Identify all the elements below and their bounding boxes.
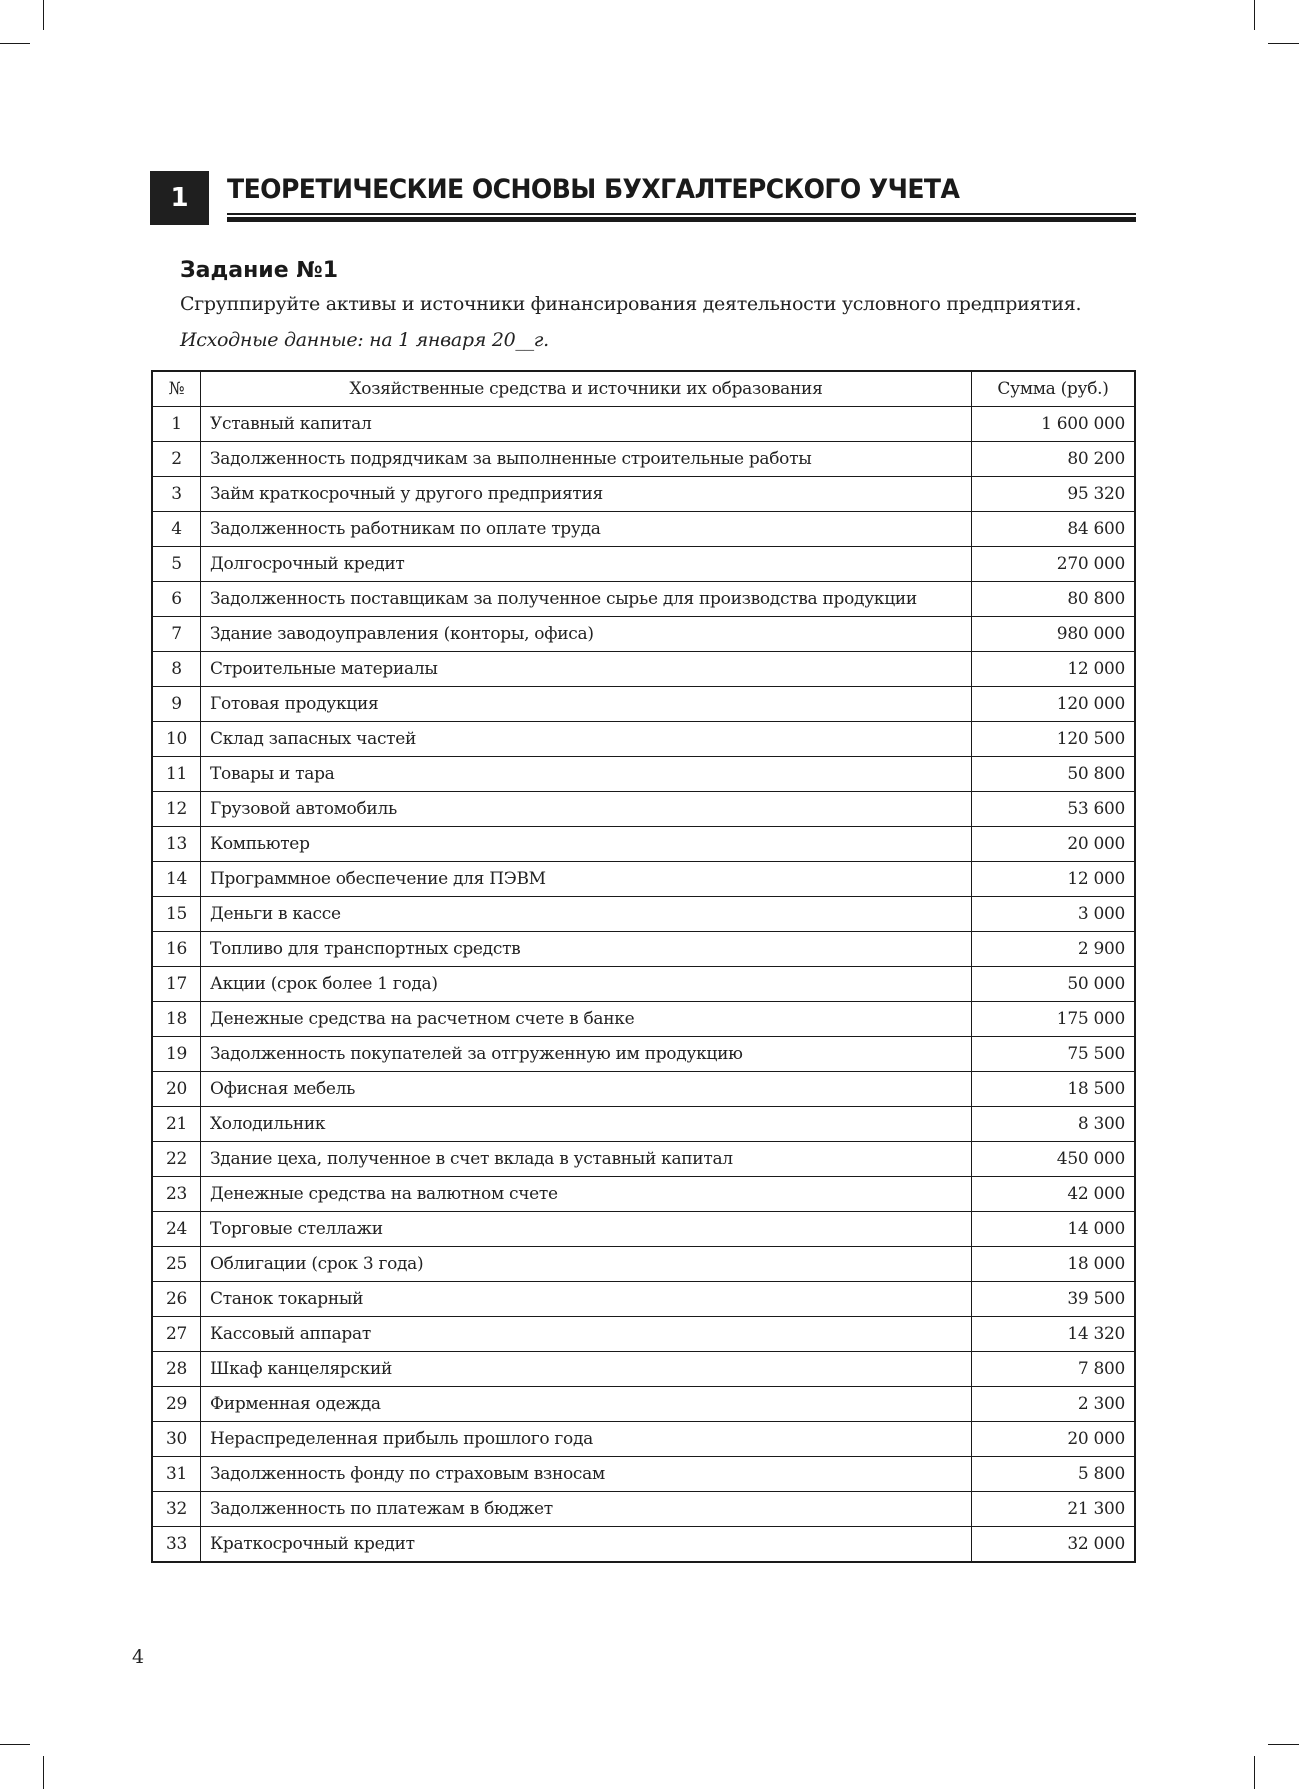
row-number: 23 bbox=[152, 1177, 201, 1212]
row-number: 20 bbox=[152, 1072, 201, 1107]
row-name: Краткосрочный кредит bbox=[201, 1527, 972, 1563]
row-name: Офисная мебель bbox=[201, 1072, 972, 1107]
row-number: 9 bbox=[152, 687, 201, 722]
chapter-title: ТЕОРЕТИЧЕСКИЕ ОСНОВЫ БУХГАЛТЕРСКОГО УЧЕТА bbox=[227, 174, 960, 205]
row-sum: 14 000 bbox=[972, 1212, 1136, 1247]
row-number: 17 bbox=[152, 967, 201, 1002]
table-row bbox=[152, 1422, 1135, 1457]
row-name: Здание цеха, полученное в счет вклада в уставный капитал bbox=[201, 1142, 972, 1177]
table-row bbox=[152, 967, 1135, 1002]
table-body bbox=[152, 407, 1135, 1563]
table-row bbox=[152, 827, 1135, 862]
row-sum: 5 800 bbox=[972, 1457, 1136, 1492]
row-sum: 120 500 bbox=[972, 722, 1136, 757]
table-row bbox=[152, 442, 1135, 477]
row-number: 31 bbox=[152, 1457, 201, 1492]
row-name: Задолженность поставщикам за полученное сырье для производства продукции bbox=[201, 582, 972, 617]
table-row bbox=[152, 1037, 1135, 1072]
row-name: Грузовой автомобиль bbox=[201, 792, 972, 827]
crop-mark-top-left-horizontal bbox=[0, 43, 30, 44]
row-sum: 84 600 bbox=[972, 512, 1136, 547]
row-name: Задолженность работникам по оплате труда bbox=[201, 512, 972, 547]
table-row bbox=[152, 547, 1135, 582]
row-name: Готовая продукция bbox=[201, 687, 972, 722]
row-number: 21 bbox=[152, 1107, 201, 1142]
table-row bbox=[152, 722, 1135, 757]
row-sum: 450 000 bbox=[972, 1142, 1136, 1177]
row-number: 4 bbox=[152, 512, 201, 547]
table-row bbox=[152, 757, 1135, 792]
row-number: 25 bbox=[152, 1247, 201, 1282]
row-number: 22 bbox=[152, 1142, 201, 1177]
table-header-row bbox=[152, 371, 1135, 407]
row-sum: 18 000 bbox=[972, 1247, 1136, 1282]
row-sum: 120 000 bbox=[972, 687, 1136, 722]
row-number: 13 bbox=[152, 827, 201, 862]
table-row bbox=[152, 1457, 1135, 1492]
row-name: Нераспределенная прибыль прошлого года bbox=[201, 1422, 972, 1457]
row-sum: 39 500 bbox=[972, 1282, 1136, 1317]
crop-mark-bottom-right-horizontal bbox=[1268, 1744, 1299, 1745]
table-row bbox=[152, 1142, 1135, 1177]
table-row bbox=[152, 897, 1135, 932]
row-number: 14 bbox=[152, 862, 201, 897]
row-sum: 2 900 bbox=[972, 932, 1136, 967]
row-name: Деньги в кассе bbox=[201, 897, 972, 932]
table-row bbox=[152, 582, 1135, 617]
table-row bbox=[152, 652, 1135, 687]
table-row bbox=[152, 1352, 1135, 1387]
row-number: 7 bbox=[152, 617, 201, 652]
crop-mark-top-right-vertical bbox=[1254, 0, 1255, 30]
table-row bbox=[152, 617, 1135, 652]
row-number: 11 bbox=[152, 757, 201, 792]
row-sum: 95 320 bbox=[972, 477, 1136, 512]
row-sum: 53 600 bbox=[972, 792, 1136, 827]
row-name: Облигации (срок 3 года) bbox=[201, 1247, 972, 1282]
row-name: Задолженность подрядчикам за выполненные строительные работы bbox=[201, 442, 972, 477]
row-sum: 12 000 bbox=[972, 862, 1136, 897]
header-name: Хозяйственные средства и источники их образования bbox=[201, 371, 972, 407]
chapter-rule-thick bbox=[227, 217, 1136, 222]
row-name: Товары и тара bbox=[201, 757, 972, 792]
crop-mark-top-left-vertical bbox=[43, 0, 44, 30]
row-number: 10 bbox=[152, 722, 201, 757]
table-row bbox=[152, 1212, 1135, 1247]
table-row bbox=[152, 1282, 1135, 1317]
row-sum: 7 800 bbox=[972, 1352, 1136, 1387]
row-number: 27 bbox=[152, 1317, 201, 1352]
table-row bbox=[152, 1177, 1135, 1212]
row-number: 12 bbox=[152, 792, 201, 827]
row-name: Задолженность покупателей за отгруженную им продукцию bbox=[201, 1037, 972, 1072]
row-number: 26 bbox=[152, 1282, 201, 1317]
row-sum: 3 000 bbox=[972, 897, 1136, 932]
page-number: 4 bbox=[132, 1646, 145, 1668]
row-name: Денежные средства на валютном счете bbox=[201, 1177, 972, 1212]
row-sum: 14 320 bbox=[972, 1317, 1136, 1352]
row-number: 19 bbox=[152, 1037, 201, 1072]
crop-mark-bottom-right-vertical bbox=[1254, 1756, 1255, 1789]
table-row bbox=[152, 792, 1135, 827]
row-sum: 2 300 bbox=[972, 1387, 1136, 1422]
row-name: Строительные материалы bbox=[201, 652, 972, 687]
row-sum: 75 500 bbox=[972, 1037, 1136, 1072]
row-name: Задолженность по платежам в бюджет bbox=[201, 1492, 972, 1527]
table-row bbox=[152, 407, 1135, 442]
table-row bbox=[152, 477, 1135, 512]
task-instruction: Сгруппируйте активы и источники финансирования деятельности условного предприятия. bbox=[180, 293, 1082, 315]
table-row bbox=[152, 1072, 1135, 1107]
row-sum: 270 000 bbox=[972, 547, 1136, 582]
table-row bbox=[152, 512, 1135, 547]
row-number: 24 bbox=[152, 1212, 201, 1247]
row-number: 16 bbox=[152, 932, 201, 967]
row-number: 18 bbox=[152, 1002, 201, 1037]
row-name: Торговые стеллажи bbox=[201, 1212, 972, 1247]
header-sum: Сумма (руб.) bbox=[972, 371, 1136, 407]
row-name: Шкаф канцелярский bbox=[201, 1352, 972, 1387]
row-sum: 1 600 000 bbox=[972, 407, 1136, 442]
row-sum: 21 300 bbox=[972, 1492, 1136, 1527]
row-name: Кассовый аппарат bbox=[201, 1317, 972, 1352]
row-name: Денежные средства на расчетном счете в банке bbox=[201, 1002, 972, 1037]
row-name: Здание заводоуправления (конторы, офиса) bbox=[201, 617, 972, 652]
assets-table bbox=[151, 370, 1136, 1563]
table-row bbox=[152, 932, 1135, 967]
table-row bbox=[152, 862, 1135, 897]
row-name: Склад запасных частей bbox=[201, 722, 972, 757]
row-name: Задолженность фонду по страховым взносам bbox=[201, 1457, 972, 1492]
row-number: 30 bbox=[152, 1422, 201, 1457]
row-sum: 175 000 bbox=[972, 1002, 1136, 1037]
task-title: Задание №1 bbox=[180, 258, 339, 283]
table-row bbox=[152, 1387, 1135, 1422]
table-row bbox=[152, 1247, 1135, 1282]
row-number: 33 bbox=[152, 1527, 201, 1563]
row-number: 28 bbox=[152, 1352, 201, 1387]
row-sum: 50 000 bbox=[972, 967, 1136, 1002]
row-sum: 12 000 bbox=[972, 652, 1136, 687]
table-row bbox=[152, 1527, 1135, 1563]
row-sum: 80 200 bbox=[972, 442, 1136, 477]
header-number: № bbox=[152, 371, 201, 407]
row-sum: 980 000 bbox=[972, 617, 1136, 652]
row-name: Займ краткосрочный у другого предприятия bbox=[201, 477, 972, 512]
task-source-data: Исходные данные: на 1 января 20__г. bbox=[180, 329, 549, 351]
chapter-rule-thin bbox=[227, 213, 1136, 215]
crop-mark-bottom-left-horizontal bbox=[0, 1744, 30, 1745]
table-row bbox=[152, 1107, 1135, 1142]
row-name: Программное обеспечение для ПЭВМ bbox=[201, 862, 972, 897]
row-number: 5 bbox=[152, 547, 201, 582]
row-number: 32 bbox=[152, 1492, 201, 1527]
row-sum: 18 500 bbox=[972, 1072, 1136, 1107]
row-number: 8 bbox=[152, 652, 201, 687]
row-name: Холодильник bbox=[201, 1107, 972, 1142]
row-name: Долгосрочный кредит bbox=[201, 547, 972, 582]
row-number: 29 bbox=[152, 1387, 201, 1422]
row-name: Фирменная одежда bbox=[201, 1387, 972, 1422]
crop-mark-bottom-left-vertical bbox=[43, 1756, 44, 1789]
row-sum: 20 000 bbox=[972, 827, 1136, 862]
crop-mark-top-right-horizontal bbox=[1268, 43, 1299, 44]
row-name: Станок токарный bbox=[201, 1282, 972, 1317]
chapter-number-badge: 1 bbox=[150, 171, 209, 225]
row-number: 15 bbox=[152, 897, 201, 932]
row-sum: 8 300 bbox=[972, 1107, 1136, 1142]
row-sum: 42 000 bbox=[972, 1177, 1136, 1212]
row-number: 2 bbox=[152, 442, 201, 477]
row-number: 3 bbox=[152, 477, 201, 512]
table-row bbox=[152, 1002, 1135, 1037]
row-name: Компьютер bbox=[201, 827, 972, 862]
row-name: Акции (срок более 1 года) bbox=[201, 967, 972, 1002]
row-number: 1 bbox=[152, 407, 201, 442]
row-sum: 50 800 bbox=[972, 757, 1136, 792]
row-number: 6 bbox=[152, 582, 201, 617]
table-row bbox=[152, 1317, 1135, 1352]
row-sum: 32 000 bbox=[972, 1527, 1136, 1563]
row-sum: 80 800 bbox=[972, 582, 1136, 617]
row-sum: 20 000 bbox=[972, 1422, 1136, 1457]
table-row bbox=[152, 1492, 1135, 1527]
table-row bbox=[152, 687, 1135, 722]
row-name: Уставный капитал bbox=[201, 407, 972, 442]
row-name: Топливо для транспортных средств bbox=[201, 932, 972, 967]
